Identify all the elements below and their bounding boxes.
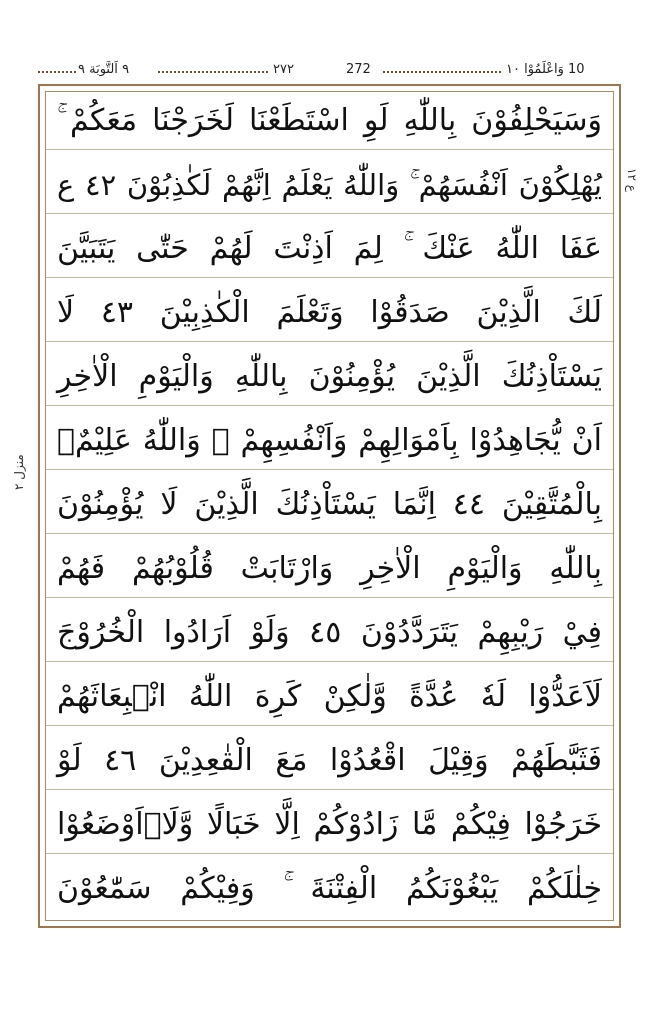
- line-text: خِلٰلَكُمْ يَبْغُوْنَكُمُ الْفِتْنَةَ ۚ وَفِيْكُمْ سَمّٰعُوْنَ: [57, 870, 602, 906]
- line-text: فَثَبَّطَهُمْ وَقِيْلَ اقْعُدُوْا مَعَ الْقٰعِدِيْنَ ٤٦ لَوْ: [57, 742, 602, 778]
- page-frame: [38, 84, 621, 928]
- text-line-3: [46, 220, 613, 278]
- line-text: خَرَجُوْا فِيْكُمْ مَّا زَادُوْكُمْ اِلَّا خَبَالًا وَّلَا۠اَوْضَعُوْا: [57, 806, 602, 842]
- header-rule-mid-right: [383, 71, 501, 73]
- line-text: يَسْتَاْذِنُكَ الَّذِيْنَ يُؤْمِنُوْنَ بِاللّٰهِ وَالْيَوْمِ الْاٰخِرِ: [57, 358, 602, 394]
- line-text: بِاللّٰهِ وَالْيَوْمِ الْاٰخِرِ وَارْتَابَتْ قُلُوْبُهُمْ فَهُمْ: [57, 550, 602, 586]
- line-text: وَسَيَحْلِفُوْنَ بِاللّٰهِ لَوِ اسْتَطَعْنَا لَخَرَجْنَا مَعَكُمْ ۚ: [57, 102, 602, 138]
- line-text: فِيْ رَيْبِهِمْ يَتَرَدَّدُوْنَ ٤٥ وَلَوْ اَرَادُوا الْخُرُوْجَ: [57, 614, 602, 650]
- text-line-5: [46, 348, 613, 406]
- margin-ruku-marker: ع ١٢: [625, 168, 639, 192]
- header-rule-left: [38, 71, 76, 73]
- page-header: [38, 60, 623, 82]
- line-text: لَكَ الَّذِيْنَ صَدَقُوْا وَتَعْلَمَ الْكٰذِبِيْنَ ٤٣ لَا: [57, 294, 602, 330]
- text-line-11: [46, 732, 613, 790]
- header-surah-name: ٩ اَلتَّوبَة ٩: [78, 62, 130, 77]
- header-page-number: 272: [346, 62, 371, 77]
- line-text: اَنْ يُّجَاهِدُوْا بِاَمْوَالِهِمْ وَاَنْفُسِهِمْ ۗ وَاللّٰهُ عَلِيْمٌۢ: [57, 422, 602, 458]
- header-rule-mid-left: [158, 71, 268, 73]
- line-text: يُهْلِكُوْنَ اَنْفُسَهُمْ ۚ وَاللّٰهُ يَعْلَمُ اِنَّهُمْ لَكٰذِبُوْنَ ٤٢ ع: [57, 167, 602, 202]
- line-text: بِالْمُتَّقِيْنَ ٤٤ اِنَّمَا يَسْتَاْذِنُكَ الَّذِيْنَ لَا يُؤْمِنُوْنَ: [57, 486, 602, 522]
- text-line-6: [46, 412, 613, 470]
- text-line-13: [46, 860, 613, 917]
- text-line-12: [46, 796, 613, 854]
- margin-manzil-marker: منزل ٢: [12, 454, 26, 490]
- text-line-7: [46, 476, 613, 534]
- text-line-2: [46, 156, 613, 214]
- text-line-4: [46, 284, 613, 342]
- text-line-9: [46, 604, 613, 662]
- header-page-number-arabic: ٢٧٢: [273, 62, 294, 77]
- text-line-8: [46, 540, 613, 598]
- text-line-1: [46, 92, 613, 150]
- line-text: لَاَعَدُّوْا لَهٗ عُدَّةً وَّلٰكِنْ كَرِهَ اللّٰهُ انْۢبِعَاثَهُمْ: [57, 678, 602, 714]
- text-line-10: [46, 668, 613, 726]
- line-text: عَفَا اللّٰهُ عَنْكَ ۚ لِمَ اَذِنْتَ لَهُمْ حَتّٰى يَتَبَيَّنَ: [57, 230, 602, 266]
- text-area: [45, 91, 614, 921]
- header-juz-name: 10 وَاعْلَمُوْا ١٠: [506, 62, 585, 77]
